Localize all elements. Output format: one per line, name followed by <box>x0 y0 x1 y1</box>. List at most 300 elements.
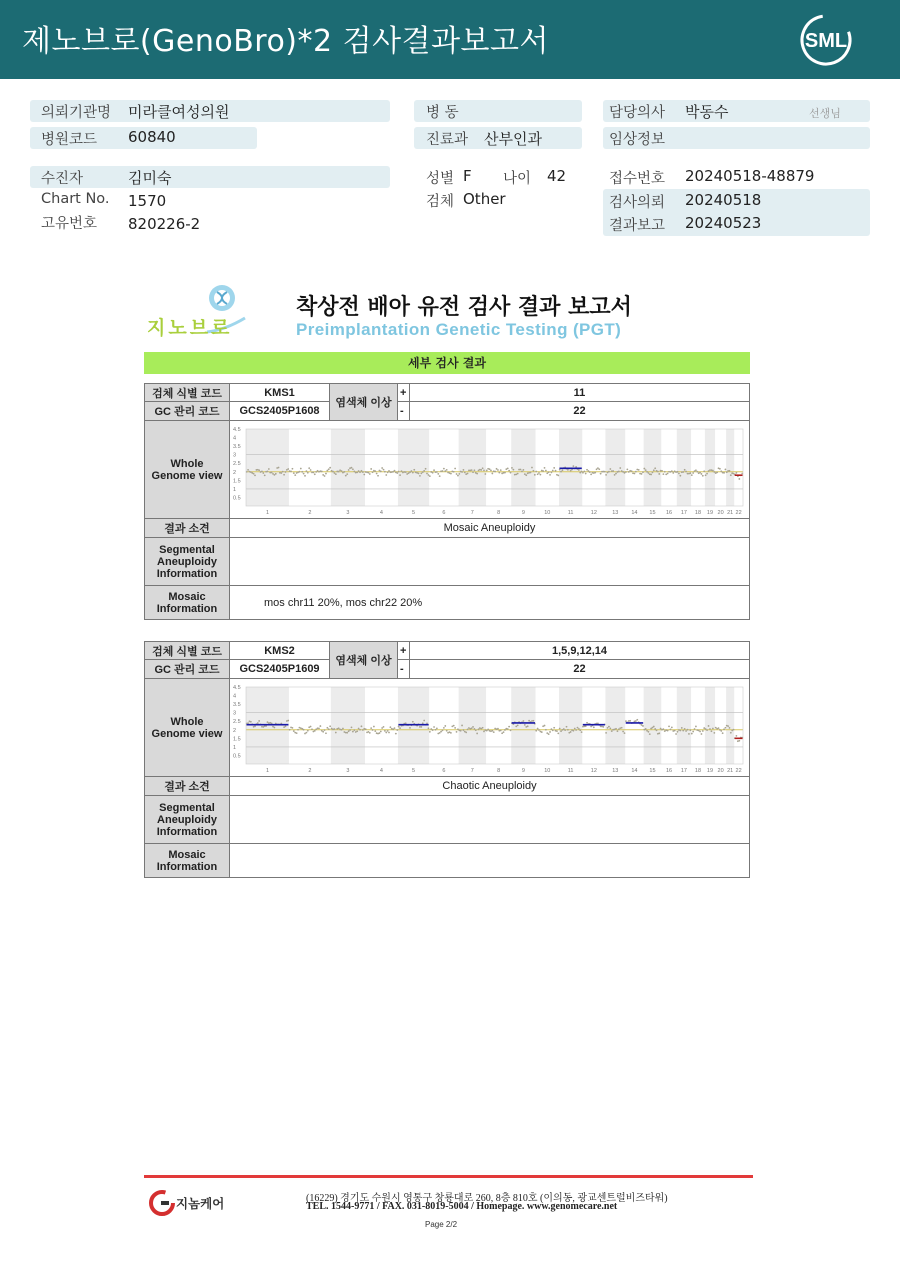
copy-number-point <box>356 471 358 473</box>
copy-number-point <box>303 473 305 475</box>
copy-number-point <box>258 469 260 471</box>
copy-number-point <box>370 468 372 470</box>
copy-number-point <box>440 731 442 733</box>
copy-number-point <box>425 468 427 470</box>
copy-number-point <box>534 474 536 476</box>
report-label: 결과보고 <box>609 218 666 234</box>
copy-number-point <box>612 470 614 472</box>
copy-number-point <box>578 728 580 730</box>
chromosome-8-points <box>486 467 512 474</box>
copy-number-point <box>328 468 330 470</box>
copy-number-point <box>381 467 383 469</box>
copy-number-point <box>475 729 477 731</box>
copy-number-point <box>473 469 475 471</box>
copy-number-point <box>716 471 718 473</box>
copy-number-point <box>500 730 502 732</box>
x-tick-label: 10 <box>544 510 551 516</box>
copy-number-point <box>679 730 681 732</box>
copy-number-point <box>290 471 292 473</box>
copy-number-point <box>660 728 662 730</box>
copy-number-point <box>325 473 327 475</box>
specimen-value: Other <box>463 190 506 208</box>
y-tick-label: 3 <box>233 710 237 717</box>
copy-number-point <box>650 474 652 476</box>
copy-number-point <box>370 727 372 729</box>
copy-number-point <box>293 730 295 732</box>
chromosome-20-points <box>715 467 726 474</box>
copy-number-point <box>590 473 592 475</box>
doctor-label: 담당의사 <box>609 105 666 121</box>
copy-number-point <box>532 720 534 722</box>
copy-number-point <box>306 732 308 734</box>
copy-number-point <box>487 729 489 731</box>
copy-number-point <box>589 471 591 473</box>
copy-number-point <box>293 472 295 474</box>
copy-number-point <box>292 727 294 729</box>
copy-number-point <box>545 470 547 472</box>
copy-number-point <box>642 471 644 473</box>
copy-number-point <box>394 470 396 472</box>
copy-number-point <box>352 468 354 470</box>
hospital-code-label: 병원코드 <box>41 132 98 148</box>
copy-number-point <box>287 468 289 470</box>
report-banner <box>0 0 900 79</box>
copy-number-point <box>553 727 555 729</box>
patient-label: 수진자 <box>41 171 84 187</box>
copy-number-point <box>493 731 495 733</box>
copy-number-point <box>626 468 628 470</box>
copy-number-point <box>692 472 694 474</box>
x-tick-label: 1 <box>265 510 270 516</box>
copy-number-point <box>609 468 611 470</box>
copy-number-point <box>512 469 514 471</box>
gain-sign: + <box>398 384 410 402</box>
copy-number-point <box>383 726 385 728</box>
copy-number-point <box>258 720 260 722</box>
copy-number-point <box>307 730 309 732</box>
copy-number-point <box>511 467 513 469</box>
copy-number-point <box>531 467 533 469</box>
copy-number-point <box>310 469 312 471</box>
y-tick-label: 2.5 <box>233 719 241 726</box>
copy-number-point <box>604 471 606 473</box>
copy-number-point <box>437 473 439 475</box>
copy-number-point <box>311 728 313 730</box>
copy-number-point <box>372 471 374 473</box>
chromosome-12-points <box>582 467 606 475</box>
y-tick-label: 1.5 <box>233 478 241 485</box>
x-tick-label: 19 <box>706 768 714 774</box>
copy-number-point <box>552 470 554 472</box>
request-label: 검사의뢰 <box>609 195 666 211</box>
copy-number-point <box>398 471 400 473</box>
copy-number-point <box>429 731 431 733</box>
dept-value: 산부인과 <box>484 130 542 148</box>
copy-number-point <box>738 478 740 480</box>
copy-number-point <box>562 469 564 471</box>
copy-number-point <box>261 470 263 472</box>
copy-number-point <box>708 725 710 727</box>
x-tick-label: 2 <box>308 510 312 516</box>
copy-number-point <box>653 469 655 471</box>
whole-genome-label: Whole Genome view <box>145 421 230 519</box>
copy-number-point <box>257 722 259 724</box>
copy-number-point <box>662 728 664 730</box>
mosaic-value <box>230 844 750 878</box>
copy-number-point <box>685 471 687 473</box>
copy-number-point <box>439 475 441 477</box>
copy-number-point <box>326 470 328 472</box>
genomecare-logo-icon <box>149 1190 175 1216</box>
copy-number-point <box>358 728 360 730</box>
x-tick-label: 16 <box>665 510 673 516</box>
copy-number-point <box>585 725 587 727</box>
copy-number-point <box>310 726 312 728</box>
copy-number-point <box>608 726 610 728</box>
copy-number-point <box>510 472 512 474</box>
gc-code-value: GCS2405P1609 <box>230 660 330 679</box>
copy-number-point <box>572 730 574 732</box>
x-tick-label: 22 <box>735 768 742 774</box>
copy-number-point <box>720 730 722 732</box>
copy-number-point <box>308 467 310 469</box>
copy-number-point <box>471 469 473 471</box>
copy-number-point <box>661 470 663 472</box>
copy-number-point <box>648 731 650 733</box>
copy-number-point <box>722 732 724 734</box>
copy-number-point <box>497 728 499 730</box>
copy-number-point <box>688 733 690 735</box>
copy-number-point <box>560 471 562 473</box>
copy-number-point <box>332 471 334 473</box>
copy-number-point <box>617 730 619 732</box>
copy-number-point <box>368 472 370 474</box>
gain-chromosomes: 11 <box>410 384 750 402</box>
copy-number-point <box>476 473 478 475</box>
copy-number-point <box>645 728 647 730</box>
request-value: 20240518 <box>685 191 762 209</box>
copy-number-point <box>433 726 435 728</box>
sml-logo <box>796 12 856 68</box>
chromosome-band <box>605 687 625 764</box>
copy-number-point <box>549 474 551 476</box>
chromosome-band <box>511 687 535 764</box>
x-tick-label: 20 <box>717 768 724 774</box>
copy-number-point <box>273 727 275 729</box>
copy-number-point <box>541 731 543 733</box>
whole-genome-label: Whole Genome view <box>145 679 230 777</box>
copy-number-point <box>689 472 691 474</box>
sml-logo-text: SML <box>804 30 848 52</box>
chart-value: 1570 <box>128 192 167 210</box>
chromosome-band <box>726 429 734 506</box>
x-tick-label: 15 <box>649 768 656 774</box>
copy-number-point <box>553 467 555 469</box>
copy-number-point <box>567 469 569 471</box>
copy-number-point <box>527 725 529 727</box>
copy-number-point <box>412 721 414 723</box>
copy-number-point <box>585 473 587 475</box>
x-tick-label: 12 <box>590 768 597 774</box>
chromosome-band <box>644 429 662 506</box>
x-tick-label: 13 <box>612 768 619 774</box>
copy-number-point <box>480 469 482 471</box>
copy-number-point <box>348 730 350 732</box>
copy-number-point <box>467 728 469 730</box>
copy-number-point <box>453 471 455 473</box>
copy-number-point <box>548 471 550 473</box>
copy-number-point <box>678 473 680 475</box>
specimen-label: 검체 <box>426 194 455 210</box>
copy-number-point <box>537 473 539 475</box>
copy-number-point <box>264 474 266 476</box>
copy-number-point <box>285 725 287 727</box>
x-tick-label: 14 <box>631 768 638 774</box>
copy-number-point <box>671 727 673 729</box>
copy-number-point <box>593 726 595 728</box>
copy-number-point <box>641 473 643 475</box>
y-tick-label: 1 <box>233 486 237 493</box>
y-tick-label: 0.5 <box>233 753 241 760</box>
copy-number-point <box>538 472 540 474</box>
copy-number-point <box>486 470 488 472</box>
copy-number-point <box>736 735 738 737</box>
copy-number-point <box>352 731 354 733</box>
copy-number-point <box>387 472 389 474</box>
copy-number-point <box>581 731 583 733</box>
copy-number-point <box>622 731 624 733</box>
genobro-logo-text: 지노브로 <box>147 317 233 339</box>
copy-number-point <box>324 475 326 477</box>
copy-number-point <box>535 730 537 732</box>
x-tick-label: 7 <box>470 768 474 774</box>
x-tick-label: 9 <box>521 510 525 516</box>
copy-number-point <box>524 724 526 726</box>
copy-number-point <box>544 725 546 727</box>
copy-number-point <box>461 471 463 473</box>
copy-number-point <box>450 473 452 475</box>
copy-number-point <box>341 470 343 472</box>
x-tick-label: 13 <box>612 510 619 516</box>
copy-number-point <box>723 728 725 730</box>
copy-number-point <box>685 730 687 732</box>
copy-number-point <box>542 470 544 472</box>
chromosome-band <box>559 429 582 506</box>
copy-number-point <box>446 469 448 471</box>
copy-number-point <box>342 728 344 730</box>
copy-number-point <box>496 468 498 470</box>
copy-number-point <box>705 728 707 730</box>
copy-number-point <box>399 474 401 476</box>
copy-number-point <box>572 465 574 467</box>
copy-number-point <box>695 726 697 728</box>
copy-number-point <box>394 727 396 729</box>
x-tick-label: 6 <box>442 510 446 516</box>
copy-number-point <box>338 727 340 729</box>
copy-number-point <box>621 727 623 729</box>
segmental-value <box>230 796 750 844</box>
copy-number-point <box>486 730 488 732</box>
chromosome-band <box>605 429 625 506</box>
copy-number-point <box>522 720 524 722</box>
doctor-suffix: 선생님 <box>809 107 841 120</box>
copy-number-point <box>484 473 486 475</box>
age-label: 나이 <box>503 171 532 187</box>
copy-number-point <box>463 729 465 731</box>
y-tick-label: 4.5 <box>233 427 241 433</box>
copy-number-point <box>491 473 493 475</box>
copy-number-point <box>457 728 459 730</box>
copy-number-point <box>299 471 301 473</box>
copy-number-point <box>684 728 686 730</box>
x-tick-label: 9 <box>521 768 525 774</box>
copy-number-point <box>702 730 704 732</box>
copy-number-point <box>664 471 666 473</box>
copy-number-point <box>296 732 298 734</box>
copy-number-point <box>658 732 660 734</box>
copy-number-point <box>301 471 303 473</box>
copy-number-point <box>461 725 463 727</box>
whole-genome-chart <box>232 681 747 774</box>
x-tick-label: 11 <box>567 768 574 774</box>
mosaic-label: Mosaic Information <box>145 586 230 620</box>
copy-number-point <box>628 471 630 473</box>
copy-number-point <box>318 727 320 729</box>
sex-value: F <box>463 167 472 185</box>
copy-number-point <box>454 727 456 729</box>
copy-number-point <box>618 471 620 473</box>
copy-number-point <box>356 730 358 732</box>
copy-number-point <box>551 472 553 474</box>
chromosome-band <box>644 687 662 764</box>
copy-number-point <box>433 469 435 471</box>
copy-number-point <box>457 475 459 477</box>
x-tick-label: 4 <box>379 768 383 774</box>
copy-number-point <box>380 470 382 472</box>
page-number: Page 2/2 <box>425 1220 458 1229</box>
copy-number-point <box>307 472 309 474</box>
copy-number-point <box>677 471 679 473</box>
chromosome-20-points <box>715 727 726 734</box>
copy-number-point <box>692 731 694 733</box>
copy-number-point <box>615 473 617 475</box>
copy-number-point <box>365 728 367 730</box>
clinical-label: 임상정보 <box>609 132 666 148</box>
copy-number-point <box>583 470 585 472</box>
y-tick-label: 1 <box>233 744 237 751</box>
copy-number-point <box>326 727 328 729</box>
copy-number-point <box>551 728 553 730</box>
copy-number-point <box>435 729 437 731</box>
copy-number-point <box>300 468 302 470</box>
copy-number-point <box>324 729 326 731</box>
copy-number-point <box>712 470 714 472</box>
copy-number-point <box>464 472 466 474</box>
copy-number-point <box>380 731 382 733</box>
copy-number-point <box>701 473 703 475</box>
gc-code-label: GC 관리 코드 <box>145 402 230 421</box>
copy-number-point <box>675 733 677 735</box>
copy-number-point <box>450 732 452 734</box>
copy-number-point <box>503 731 505 733</box>
copy-number-point <box>570 731 572 733</box>
copy-number-point <box>538 729 540 731</box>
copy-number-point <box>271 472 273 474</box>
copy-number-point <box>539 474 541 476</box>
copy-number-point <box>460 730 462 732</box>
copy-number-point <box>334 728 336 730</box>
copy-number-point <box>472 726 474 728</box>
copy-number-point <box>292 468 294 470</box>
copy-number-point <box>420 472 422 474</box>
copy-number-point <box>727 725 729 727</box>
copy-number-point <box>530 472 532 474</box>
copy-number-point <box>579 729 581 731</box>
copy-number-point <box>419 475 421 477</box>
x-tick-label: 15 <box>649 510 656 516</box>
copy-number-point <box>671 470 673 472</box>
x-tick-label: 8 <box>497 510 501 516</box>
patient-value: 김미숙 <box>128 169 172 187</box>
chromosome-band <box>559 687 582 764</box>
copy-number-point <box>549 731 551 733</box>
copy-number-point <box>629 720 631 722</box>
report-title: 제노브로(GenoBro)*2 검사결과보고서 <box>22 24 549 59</box>
copy-number-point <box>577 727 579 729</box>
copy-number-point <box>398 726 400 728</box>
copy-number-point <box>648 472 650 474</box>
x-tick-label: 16 <box>665 768 673 774</box>
copy-number-point <box>454 468 456 470</box>
y-tick-label: 2 <box>233 469 237 476</box>
copy-number-point <box>662 473 664 475</box>
detail-results-header: 세부 검사 결과 <box>144 352 750 374</box>
copy-number-point <box>254 725 256 727</box>
copy-number-point <box>267 470 269 472</box>
copy-number-point <box>520 469 522 471</box>
x-tick-label: 17 <box>680 768 687 774</box>
copy-number-point <box>709 728 711 730</box>
copy-number-point <box>294 474 296 476</box>
copy-number-point <box>374 730 376 732</box>
copy-number-point <box>467 473 469 475</box>
chart-label: Chart No. <box>41 191 110 207</box>
copy-number-point <box>545 729 547 731</box>
y-tick-label: 4.5 <box>233 685 241 691</box>
copy-number-point <box>608 471 610 473</box>
copy-number-point <box>314 473 316 475</box>
report-value: 20240523 <box>685 214 762 232</box>
chromosome-band <box>331 687 365 764</box>
x-tick-label: 7 <box>470 510 474 516</box>
copy-number-point <box>668 726 670 728</box>
hospital-code-value: 60840 <box>128 128 176 146</box>
x-tick-label: 17 <box>680 510 687 516</box>
copy-number-point <box>348 469 350 471</box>
copy-number-point <box>422 471 424 473</box>
copy-number-point <box>681 727 683 729</box>
chromosome-16-points <box>661 470 677 475</box>
copy-number-point <box>557 475 559 477</box>
copy-number-point <box>476 733 478 735</box>
copy-number-point <box>611 730 613 732</box>
copy-number-point <box>643 468 645 470</box>
copy-number-point <box>575 729 577 731</box>
copy-number-point <box>453 725 455 727</box>
receipt-value: 20240518-48879 <box>685 167 815 185</box>
copy-number-point <box>699 731 701 733</box>
copy-number-point <box>574 728 576 730</box>
